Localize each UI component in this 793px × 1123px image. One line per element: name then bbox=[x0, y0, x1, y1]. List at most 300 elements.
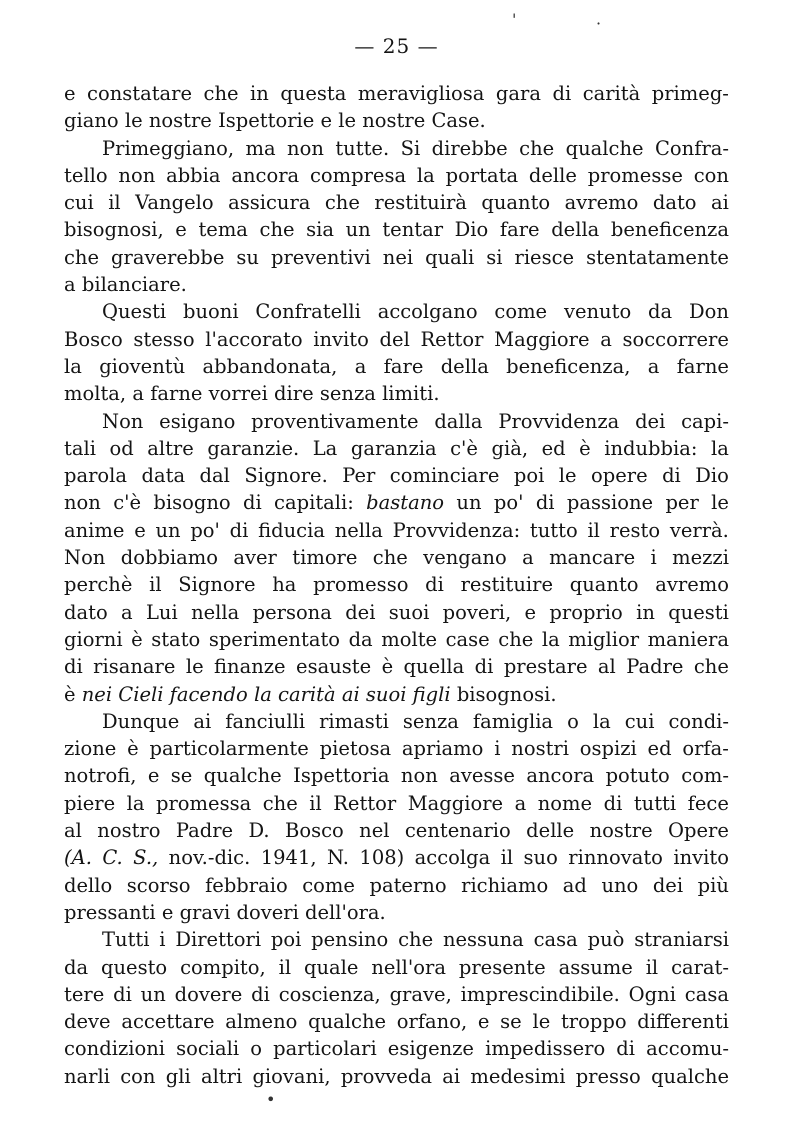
word: è bbox=[127, 737, 139, 761]
word: bisognosi. bbox=[456, 682, 557, 706]
scan-speck: ' bbox=[512, 10, 517, 29]
word: se bbox=[500, 1010, 522, 1034]
word: si bbox=[486, 245, 503, 269]
text-line bbox=[64, 954, 729, 981]
word: dal bbox=[199, 464, 230, 488]
word: proprio bbox=[549, 600, 623, 624]
word: Non bbox=[102, 409, 144, 433]
word: Case. bbox=[431, 109, 486, 133]
text-line bbox=[64, 189, 729, 216]
word: che bbox=[398, 928, 434, 952]
word: Non bbox=[64, 546, 106, 570]
word: è bbox=[381, 655, 394, 679]
word: deve bbox=[64, 1010, 111, 1034]
text-line bbox=[64, 216, 729, 243]
word: giorni bbox=[64, 627, 123, 651]
text-line bbox=[64, 435, 729, 462]
word: la bbox=[592, 709, 611, 733]
word: nei bbox=[382, 245, 414, 269]
word: gravi bbox=[179, 900, 231, 924]
word: febbraio bbox=[205, 873, 288, 897]
word: un bbox=[155, 518, 181, 542]
word: i bbox=[494, 737, 501, 761]
word: che bbox=[372, 546, 408, 570]
word: limiti. bbox=[382, 382, 440, 406]
word: che bbox=[259, 218, 295, 242]
word: stentatamente bbox=[586, 245, 729, 269]
word: è bbox=[579, 436, 591, 460]
text-line bbox=[64, 681, 729, 708]
word: passione bbox=[566, 491, 654, 515]
text-line bbox=[64, 762, 729, 789]
word: a bbox=[600, 327, 612, 351]
word: di bbox=[603, 791, 623, 815]
word: gara bbox=[495, 82, 541, 105]
word: ai bbox=[193, 709, 212, 733]
word: case bbox=[445, 627, 490, 651]
word: esigenze bbox=[387, 1037, 474, 1061]
word: Ispettoria bbox=[293, 764, 390, 788]
word: molta, bbox=[64, 382, 127, 406]
word: di bbox=[64, 655, 83, 679]
word: quali bbox=[425, 245, 475, 269]
word: e bbox=[524, 600, 537, 624]
word: che bbox=[203, 82, 239, 105]
word: stesso bbox=[133, 327, 195, 351]
word: pensino bbox=[311, 928, 389, 952]
word: presente bbox=[458, 955, 546, 979]
word: dato bbox=[64, 600, 108, 624]
word: almeno bbox=[225, 1010, 298, 1034]
word: dato bbox=[652, 191, 697, 215]
word: invito bbox=[313, 327, 369, 351]
word: restituire bbox=[460, 573, 554, 597]
scan-speck: · bbox=[596, 14, 602, 33]
word: tutto bbox=[529, 518, 578, 542]
word: richiamo bbox=[461, 873, 549, 897]
word: gioventù bbox=[99, 354, 186, 378]
word: in bbox=[636, 600, 655, 624]
word: nella bbox=[334, 518, 383, 542]
word: sia bbox=[306, 218, 335, 242]
word: senza bbox=[319, 382, 376, 406]
word: ad bbox=[562, 873, 587, 897]
word: medesimi bbox=[470, 1064, 566, 1088]
word: fanciulli bbox=[225, 709, 306, 733]
word: i bbox=[159, 928, 166, 952]
word: che bbox=[324, 191, 360, 215]
word: questo bbox=[101, 955, 168, 979]
word: piere bbox=[64, 791, 116, 815]
word: le bbox=[532, 1010, 551, 1034]
word: a bbox=[132, 382, 144, 406]
word: Maggiore bbox=[407, 791, 504, 815]
word: Opere bbox=[668, 819, 729, 843]
word: quella bbox=[403, 655, 465, 679]
word: narli bbox=[64, 1064, 110, 1088]
word: la bbox=[253, 682, 272, 706]
text-line bbox=[64, 162, 729, 189]
word: po' bbox=[190, 518, 220, 542]
text-line bbox=[64, 135, 729, 162]
word: e bbox=[64, 82, 76, 105]
word: Signore. bbox=[244, 464, 328, 488]
word: o bbox=[567, 709, 579, 733]
text-line bbox=[64, 107, 729, 134]
word: La bbox=[312, 436, 338, 460]
word: condizioni bbox=[64, 1037, 165, 1061]
word: questa bbox=[280, 82, 347, 105]
text-line bbox=[64, 708, 729, 735]
word: facendo bbox=[169, 682, 248, 706]
text-line bbox=[64, 408, 729, 435]
word: garanzia bbox=[350, 436, 437, 460]
word: tentar bbox=[382, 218, 444, 242]
word: sociali bbox=[176, 1037, 240, 1061]
word: coscienza, bbox=[278, 982, 381, 1006]
word: vorrei bbox=[208, 382, 268, 406]
word: Don bbox=[688, 300, 729, 324]
word: assicura bbox=[228, 191, 311, 215]
word: qualche bbox=[651, 1064, 729, 1088]
word: imprescindibile. bbox=[460, 982, 620, 1006]
word: abbandonata, bbox=[202, 354, 338, 378]
word: come bbox=[302, 873, 355, 897]
text-line bbox=[64, 1035, 729, 1062]
word: di bbox=[616, 1037, 636, 1061]
word: e bbox=[320, 109, 333, 133]
word: delle bbox=[526, 819, 575, 843]
word: a bbox=[121, 600, 133, 624]
word: fece bbox=[687, 791, 729, 815]
word: a bbox=[514, 791, 527, 815]
word: persona bbox=[252, 600, 332, 624]
word: ha bbox=[272, 573, 297, 597]
word: nei bbox=[81, 682, 113, 706]
word: preventivi bbox=[270, 245, 371, 269]
word: Confratelli bbox=[255, 300, 361, 324]
word: la bbox=[126, 791, 145, 815]
word: mancare bbox=[549, 546, 636, 570]
word: nell'ora bbox=[371, 955, 446, 979]
word: Tutti bbox=[102, 928, 150, 952]
word: le bbox=[558, 464, 577, 488]
word: garanzie. bbox=[207, 436, 300, 460]
word: ed bbox=[541, 436, 566, 460]
word: primeg- bbox=[651, 82, 729, 105]
word: zione bbox=[64, 737, 117, 761]
word: la bbox=[416, 163, 435, 187]
word: provveda bbox=[340, 1064, 433, 1088]
word: casa bbox=[533, 928, 578, 952]
text-line bbox=[64, 544, 729, 571]
word: Bosco bbox=[64, 327, 123, 351]
word: o bbox=[250, 1037, 262, 1061]
word: ancora bbox=[526, 764, 595, 788]
word: nov.-dic. bbox=[168, 846, 251, 870]
word: Si bbox=[400, 136, 421, 160]
word: uno bbox=[601, 873, 639, 897]
word: l'accorato bbox=[205, 327, 303, 351]
word: ma bbox=[245, 136, 276, 160]
word: a bbox=[647, 354, 660, 378]
word: farne bbox=[676, 354, 729, 378]
word: questi bbox=[668, 600, 729, 624]
word: finanze bbox=[214, 655, 286, 679]
word: assume bbox=[558, 955, 633, 979]
word: di bbox=[552, 82, 572, 105]
word: capi- bbox=[681, 409, 729, 433]
word: Ogni bbox=[628, 982, 676, 1006]
word: impedissero bbox=[485, 1037, 606, 1061]
word: Vangelo bbox=[135, 191, 214, 215]
word: al bbox=[597, 655, 616, 679]
word: esauste bbox=[296, 655, 372, 679]
word: non bbox=[118, 163, 156, 187]
word: C. bbox=[102, 846, 123, 870]
word: ancora bbox=[231, 163, 300, 187]
word: paterno bbox=[369, 873, 447, 897]
word: giovani, bbox=[252, 1064, 331, 1088]
word: non bbox=[64, 491, 101, 515]
word: Confra- bbox=[655, 136, 729, 160]
word: Provvidenza bbox=[498, 409, 620, 433]
word: stato bbox=[151, 627, 201, 651]
word: farne bbox=[150, 382, 203, 406]
text-line bbox=[64, 326, 729, 353]
word: delle bbox=[528, 163, 577, 187]
word: le bbox=[185, 655, 204, 679]
word: nella bbox=[191, 600, 240, 624]
word: fare bbox=[499, 218, 540, 242]
text-line bbox=[64, 271, 729, 298]
word: perchè bbox=[64, 573, 133, 597]
word: Rettor bbox=[420, 327, 484, 351]
word: altre bbox=[147, 436, 194, 460]
word: straniarsi bbox=[634, 928, 729, 952]
word: tali bbox=[64, 436, 96, 460]
word: suoi bbox=[365, 682, 407, 706]
word: sperimentato bbox=[208, 627, 341, 651]
word: 1941, bbox=[260, 846, 317, 870]
word: N. bbox=[326, 846, 349, 870]
word: giano bbox=[64, 109, 119, 133]
word: la bbox=[541, 627, 560, 651]
word: tema bbox=[198, 218, 248, 242]
word: risanare bbox=[93, 655, 176, 679]
word: venuto bbox=[563, 300, 632, 324]
word: compito, bbox=[180, 955, 266, 979]
word: avremo bbox=[655, 573, 729, 597]
word: particolarmente bbox=[149, 737, 309, 761]
word: pressanti bbox=[64, 900, 156, 924]
word: che bbox=[519, 136, 555, 160]
word: di bbox=[242, 491, 262, 515]
word: cui bbox=[624, 709, 655, 733]
word: ed bbox=[647, 737, 672, 761]
word: rimasti bbox=[319, 709, 389, 733]
text-line bbox=[64, 790, 729, 817]
word: ai bbox=[711, 191, 729, 215]
word: casa bbox=[684, 982, 729, 1006]
word: poveri, bbox=[442, 600, 512, 624]
word: differenti bbox=[637, 1010, 729, 1034]
word: di bbox=[535, 491, 555, 515]
word: qualche bbox=[308, 1010, 387, 1034]
text-line bbox=[64, 599, 729, 626]
word: avesse bbox=[449, 764, 515, 788]
word: constatare bbox=[87, 82, 193, 105]
word: dell'ora. bbox=[305, 900, 386, 924]
word: compresa bbox=[309, 163, 407, 187]
text-line bbox=[64, 735, 729, 762]
word: promesse bbox=[587, 163, 683, 187]
word: suo bbox=[523, 846, 558, 870]
word: fiducia bbox=[258, 518, 325, 542]
word: e bbox=[147, 764, 160, 788]
text-line bbox=[64, 353, 729, 380]
word: dalla bbox=[434, 409, 483, 433]
word: Questi bbox=[102, 300, 167, 324]
word: per bbox=[665, 491, 699, 515]
word: qualche bbox=[203, 764, 282, 788]
word: particolari bbox=[273, 1037, 377, 1061]
word: tello bbox=[64, 163, 108, 187]
word: è bbox=[64, 682, 76, 706]
word: del bbox=[379, 327, 410, 351]
word: Padre bbox=[626, 655, 684, 679]
word: centenario bbox=[404, 819, 511, 843]
word: vengano bbox=[423, 546, 507, 570]
word: direbbe bbox=[431, 136, 508, 160]
word: orfano, bbox=[396, 1010, 468, 1034]
word: fare bbox=[383, 354, 424, 378]
word: un bbox=[140, 982, 166, 1006]
word: di bbox=[113, 982, 132, 1006]
word: (A. bbox=[64, 846, 92, 870]
word: la bbox=[710, 436, 729, 460]
word: anime bbox=[64, 518, 125, 542]
word: che bbox=[64, 245, 100, 269]
word: da bbox=[648, 300, 673, 324]
word: a bbox=[354, 354, 367, 378]
word: altri bbox=[200, 1064, 243, 1088]
word: data bbox=[141, 464, 186, 488]
word: e bbox=[175, 218, 187, 242]
word: il bbox=[278, 955, 292, 979]
word: tutte. bbox=[335, 136, 390, 160]
word: un bbox=[345, 218, 371, 242]
word: Dunque bbox=[102, 709, 180, 733]
word: tutti bbox=[633, 791, 677, 815]
word: la bbox=[64, 354, 82, 378]
word: meravigliosa bbox=[357, 82, 485, 105]
word: più bbox=[697, 873, 729, 897]
word: Provvidenza: bbox=[392, 518, 521, 542]
word: Padre bbox=[175, 819, 234, 843]
text-line bbox=[64, 298, 729, 325]
word: nessuna bbox=[442, 928, 524, 952]
text-line bbox=[64, 872, 729, 899]
word: presso bbox=[575, 1064, 641, 1088]
word: le bbox=[124, 109, 143, 133]
word: dei bbox=[652, 873, 684, 897]
word: S., bbox=[133, 846, 159, 870]
word: e bbox=[134, 518, 146, 542]
word: Signore bbox=[178, 573, 256, 597]
word: il bbox=[309, 791, 322, 815]
word: il bbox=[587, 518, 600, 542]
word: maniera bbox=[647, 627, 729, 651]
word: da bbox=[64, 955, 89, 979]
word: rinnovato bbox=[568, 846, 663, 870]
text-line bbox=[64, 244, 729, 271]
word: il bbox=[645, 955, 659, 979]
word: beneficenza, bbox=[506, 354, 631, 378]
word: mezzi bbox=[672, 546, 729, 570]
word: pietosa bbox=[319, 737, 392, 761]
word: Per bbox=[342, 464, 376, 488]
word: un bbox=[456, 491, 482, 515]
word: con bbox=[693, 163, 729, 187]
page-number-header: — 25 — bbox=[354, 34, 439, 58]
word: nel bbox=[359, 819, 390, 843]
word: al bbox=[64, 819, 82, 843]
word: che bbox=[693, 655, 729, 679]
word: potuto bbox=[605, 764, 670, 788]
word: è bbox=[131, 627, 143, 651]
word: verrà. bbox=[669, 518, 729, 542]
word: ai bbox=[442, 1064, 461, 1088]
text-line bbox=[64, 817, 729, 844]
word: bisogno bbox=[153, 491, 231, 515]
word: se bbox=[170, 764, 193, 788]
text-line bbox=[64, 981, 729, 1008]
word: il bbox=[149, 573, 162, 597]
word: nostro bbox=[97, 819, 161, 843]
text-line bbox=[64, 1063, 729, 1090]
word: Ispettorie bbox=[218, 109, 315, 133]
word: della bbox=[551, 218, 600, 242]
text-line bbox=[64, 462, 729, 489]
text-line bbox=[64, 380, 729, 407]
word: troppo bbox=[560, 1010, 627, 1034]
word: bastano bbox=[366, 491, 445, 515]
word: parola bbox=[64, 464, 128, 488]
word: Rettor bbox=[333, 791, 397, 815]
word: buoni bbox=[183, 300, 239, 324]
word: di bbox=[662, 464, 681, 488]
word: le bbox=[711, 491, 729, 515]
word: soccorrere bbox=[622, 327, 729, 351]
word: della bbox=[440, 354, 489, 378]
word: Maggiore bbox=[494, 327, 590, 351]
word: od bbox=[109, 436, 134, 460]
word: Lui bbox=[145, 600, 178, 624]
word: e bbox=[161, 900, 174, 924]
word: orfa- bbox=[682, 737, 729, 761]
word: famiglia bbox=[472, 709, 554, 733]
word: portata bbox=[445, 163, 519, 187]
word: dei bbox=[345, 600, 376, 624]
word: timore bbox=[292, 546, 358, 570]
word: avremo bbox=[564, 191, 639, 215]
word: non bbox=[400, 764, 438, 788]
body-text bbox=[64, 80, 729, 1090]
word: dovere bbox=[174, 982, 243, 1006]
word: quanto bbox=[481, 191, 551, 215]
word: Cieli bbox=[118, 682, 164, 706]
